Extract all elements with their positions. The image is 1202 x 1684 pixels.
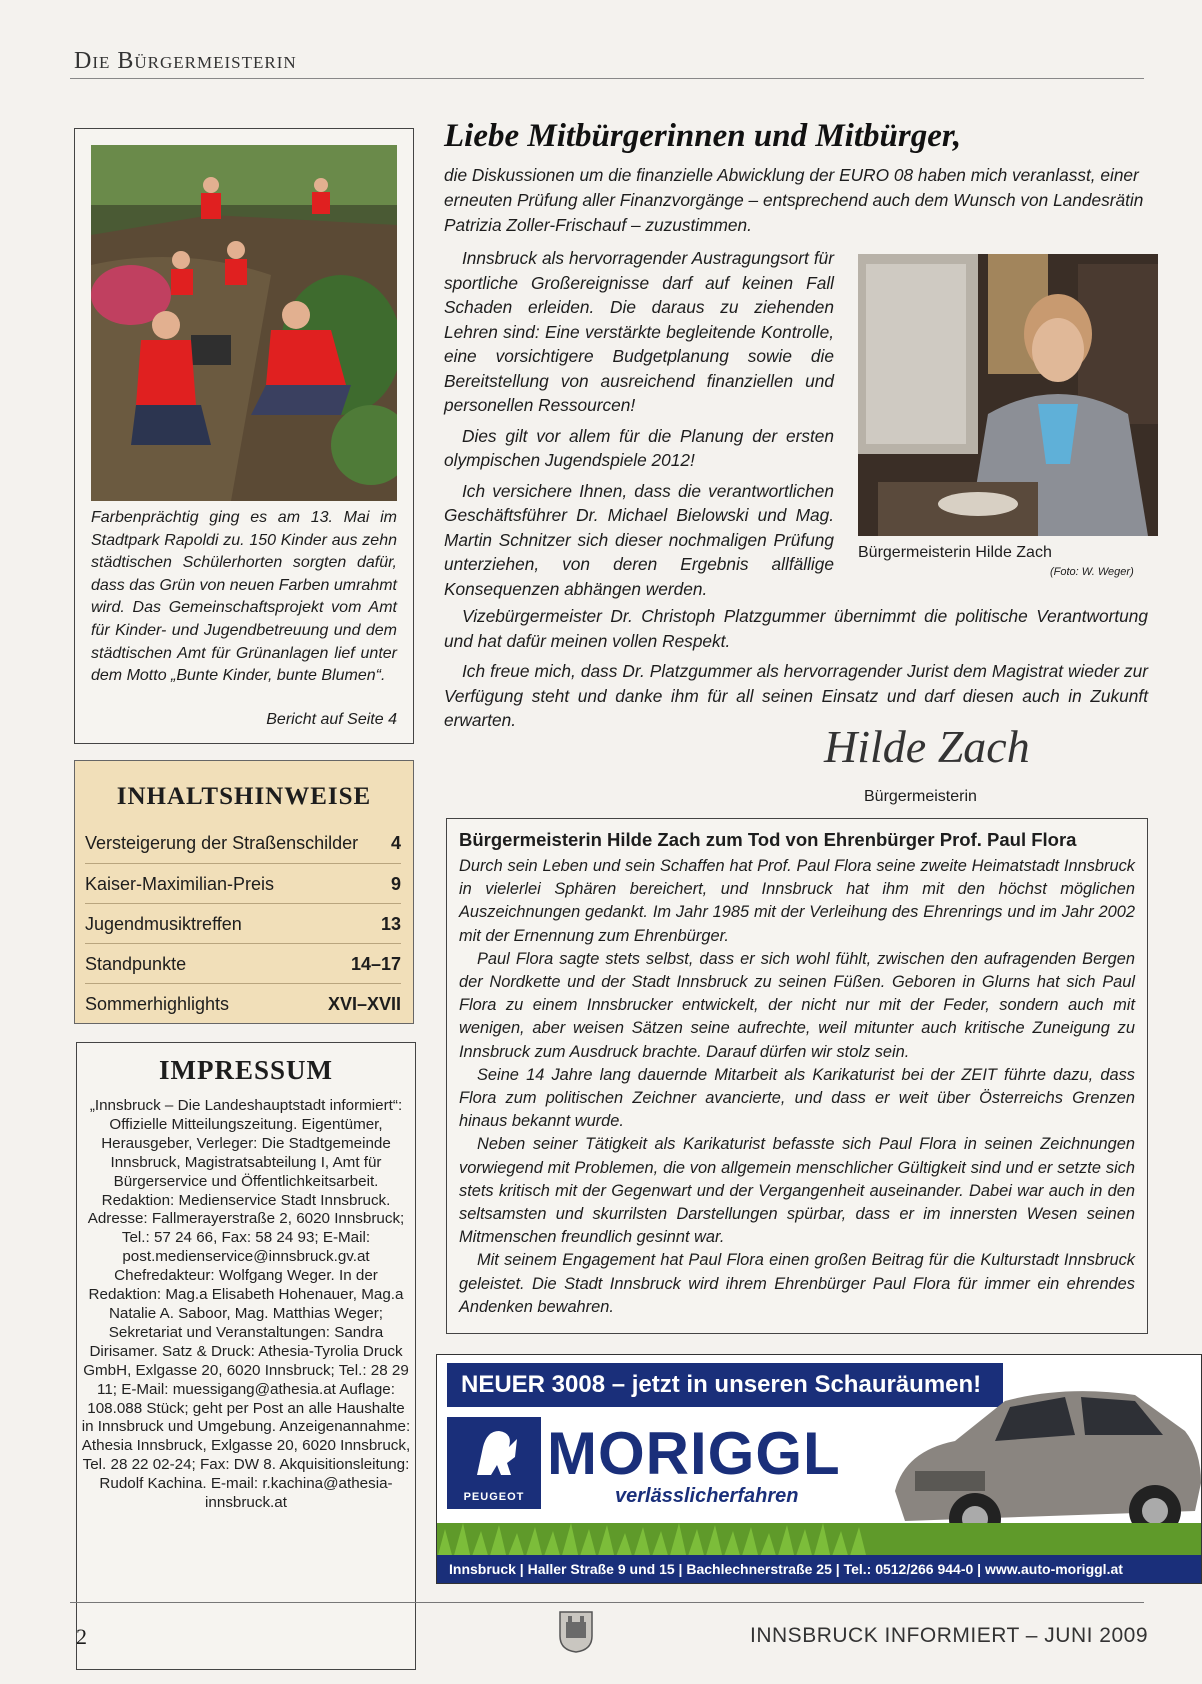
flora-article-box [446, 818, 1148, 1334]
letter-body-narrow [444, 246, 834, 607]
toc-item-page: 4 [390, 833, 401, 853]
grass-strip [437, 1523, 1202, 1559]
flora-paragraph: Mit seinem Engagement hat Paul Flora einen großen Beitrag für die Kulturstadt Innsbruck geleistet. Die Stadt Innsbruck wird ihrem Ehrenbürger Paul Flora für immer ein ehrendes Andenken bewahren. [459, 1251, 1135, 1316]
letter-paragraph: Ich freue mich, dass Dr. Platzgummer als hervorragender Jurist dem Magistrat wieder zur Verfügung steht und danke ihm für all seinen Einsatz und darf diesen auch in Zukunft erwarten. [444, 661, 1148, 730]
flora-article-title: Bürgermeisterin Hilde Zach zum Tod von Ehrenbürger Prof. Paul Flora [459, 829, 1077, 850]
toc-item-label: Standpunkte [85, 954, 187, 974]
ad-footer-bar [437, 1555, 1201, 1583]
ad-slogan: verlässlicherfahren [615, 1485, 799, 1507]
ad-footer-text: Innsbruck | Haller Straße 9 und 15 | Bachlechnerstraße 25 | Tel.: 0512/266 944-0 | www.auto-moriggl.at [449, 1561, 1123, 1577]
toc-item-page: 13 [380, 914, 401, 934]
mayor-signature: Hilde Zach [824, 721, 1030, 772]
flora-article-text [459, 855, 1135, 1319]
letter-greeting: Liebe Mitbürgerinnen und Mitbürger, [444, 118, 962, 154]
impressum-box [76, 1042, 416, 1670]
toc-item-page: 9 [390, 874, 401, 894]
lion-icon [447, 1417, 541, 1487]
toc-item[interactable] [85, 903, 401, 944]
letter-paragraph: Vizebürgermeister Dr. Christoph Platzgummer übernimmt die politische Verantwortung und hat dafür meinen vollen Respekt. [444, 606, 1148, 651]
flora-paragraph: Neben seiner Tätigkeit als Karikaturist befasste sich Paul Flora in seinen Zeichnungen vorwiegend mit Problemen, die von allgemein menschlicher Gültigkeit sind und er setzte sich stets kritisch mit der Gegenwart und der Vergangenheit auseinander. Dabei war auch in den seltsamsten und skurrilsten Darstellungen spürbar, dass er im innersten Wesen seinen Mitmenschen freundlich gesinnt war. [459, 1135, 1135, 1247]
portrait-credit: (Foto: W. Weger) [1050, 566, 1134, 578]
section-title: Die Bürgermeisterin [74, 48, 297, 74]
flora-paragraph: Seine 14 Jahre lang dauernde Mitarbeit als Karikaturist bei der ZEIT führte dazu, dass Flora zum politischen Zeichner avancierte, und dass er weit über Österreichs Grenzen hinaus bekannt wurde. [459, 1065, 1135, 1131]
toc-item-page: XVI–XVII [327, 994, 401, 1014]
toc-item[interactable] [85, 823, 401, 863]
toc-item-label: Versteigerung der Straßenschilder [85, 833, 359, 853]
city-crest-icon [558, 1610, 594, 1654]
impressum-text: „Innsbruck – Die Landeshauptstadt informiert“: Offizielle Mitteilungszeitung. Eigentümer, Herausgeber, Verleger: Die Stadtgemeinde Innsbruck, Magistratsabteilung I, Amt für Bürgerservice und Öffentlichkeitsarbeit. Redaktion: Medienservice Stadt Innsbruck. Adresse: Fallmerayerstraße 2, 6020 Innsbruck; Tel.: 57 24 66, Fax: 58 24 93; E-Mail: post.medienservice@innsbruck.gv.at Chefredakteur: Wolfgang Weger. In der Redaktion: Mag.a Elisabeth Hohenauer, Mag.a Natalie A. Saboor, Mag. Matthias Weger; Sekretariat und Veranstaltungen: Sandra Dirisamer. Satz & Druck: Athesia-Tyrolia Druck GmbH, Exlgasse 20, 6020 Innsbruck; Tel.: 28 29 11; E-Mail: muessigang@athesia.at Auflage: 108.088 Stück; geht per Post an alle Haushalte in Innsbruck und Umgebung. Anzeigenannahme: Athesia Innsbruck, Exlgasse 20, 6020 Innsbruck, Tel. 28 22 02-24; Fax: DW 8. Akquisitionsleitung: Rudolf Kachina. E-mail: r.kachina@athesia-innsbruck.at [81, 1097, 411, 1512]
letter-paragraph: Innsbruck als hervorragender Austragungsort für sportliche Großereignisse darf auf keinen Fall Schaden erleiden. Die daraus zu ziehenden Lehren sind: Eine verstärkte begleitende Kontrolle, eine vorsichtigere Budgetplanung sowie die Bereitstellung von ausreichend finanziellen und personellen Ressourcen! [444, 248, 834, 415]
portrait-caption: Bürgermeisterin Hilde Zach [858, 544, 1052, 561]
flora-paragraph: Durch sein Leben und sein Schaffen hat Prof. Paul Flora seine zweite Heimatstadt Innsbruck in vielerlei Sphären bereichert, und Innsbruck hat ihm mit den höchst möglichen Auszeichnungen gedankt. Im Jahr 1985 mit der Verleihung des Ehrenrings und im Jahr 2002 mit der Ernennung zum Ehrenbürger. [459, 857, 1135, 945]
contents-title: INHALTSHINWEISE [116, 783, 372, 810]
letter-intro: die Diskussionen um die finanzielle Abwicklung der EURO 08 haben mich veranlasst, einer erneuten Prüfung aller Finanzvorgänge – entsprechend auch dem Wunsch von Landesrätin Patrizia Zoller-Frischauf – zuzustimmen. [444, 165, 1144, 235]
photo-reference: Bericht auf Seite 4 [266, 711, 397, 728]
peugeot-logo-text: PEUGEOT [463, 1491, 525, 1503]
moriggl-advertisement[interactable] [436, 1354, 1202, 1584]
photo-box [74, 128, 414, 744]
kids-planting-photo [91, 145, 397, 501]
toc-item[interactable] [85, 983, 401, 1024]
ad-brand-name: MORIGGL [547, 1420, 841, 1487]
flora-paragraph: Paul Flora sagte stets selbst, dass er sich wohl fühlt, zwischen den aufragenden Bergen der Nordkette und der Stadt Innsbruck zu seinen Füßen. Geboren in Glurns hat sich Paul Flora zu einem Innsbrucker entwickelt, der nicht nur mit der Feder, sondern auch mit wenigen, aber weisen Sätzen seine aufrechte, weil mitunter auch kritische Zuneigung zu Innsbruck zum Ausdruck brachte. Darauf dürfen wir stolz sein. [459, 949, 1135, 1061]
photo-caption: Farbenprächtig ging es am 13. Mai im Stadtpark Rapoldi zu. 150 Kinder aus zehn städtischen Schülerhorten sorgten dafür, dass das Grün von neuen Farben umrahmt wird. Das Gemeinschaftsprojekt vom Amt für Kinder- und Jugendbetreuung und dem städtischen Amt für Grünanlagen lief unter dem Motto „Bunte Kinder, bunte Blumen“. [91, 509, 397, 685]
ad-headline-text: NEUER 3008 – jetzt in unseren Schauräumen! [461, 1371, 982, 1398]
contents-box [74, 760, 414, 1024]
signature-role: Bürgermeisterin [864, 788, 977, 805]
letter-paragraph: Dies gilt vor allem für die Planung der ersten olympischen Jugendspiele 2012! [444, 425, 834, 470]
letter-paragraph: Ich versichere Ihnen, dass die verantwortlichen Geschäftsführer Dr. Michael Bielowski und Mag. Martin Schnitzer sich dieser nochmaligen Prüfung unterziehen, von deren Ergebnis allfällige Konsequenzen abhängen werden. [444, 480, 834, 599]
peugeot-logo [447, 1417, 541, 1509]
toc-item[interactable] [85, 863, 401, 904]
header-divider [70, 78, 1144, 79]
letter-body-wide [444, 604, 1148, 739]
magazine-issue: INNSBRUCK INFORMIERT – JUNI 2009 [750, 1624, 1148, 1647]
toc-item-label: Sommerhighlights [85, 994, 230, 1014]
toc-item-label: Kaiser-Maximilian-Preis [85, 874, 275, 894]
toc-item-page: 14–17 [350, 954, 401, 974]
page-number: 2 [76, 1624, 87, 1649]
toc-item[interactable] [85, 943, 401, 984]
toc-item-label: Jugendmusiktreffen [85, 914, 242, 934]
mayor-portrait-photo [858, 254, 1158, 536]
impressum-title: IMPRESSUM [158, 1055, 333, 1085]
footer-divider [70, 1602, 1144, 1603]
